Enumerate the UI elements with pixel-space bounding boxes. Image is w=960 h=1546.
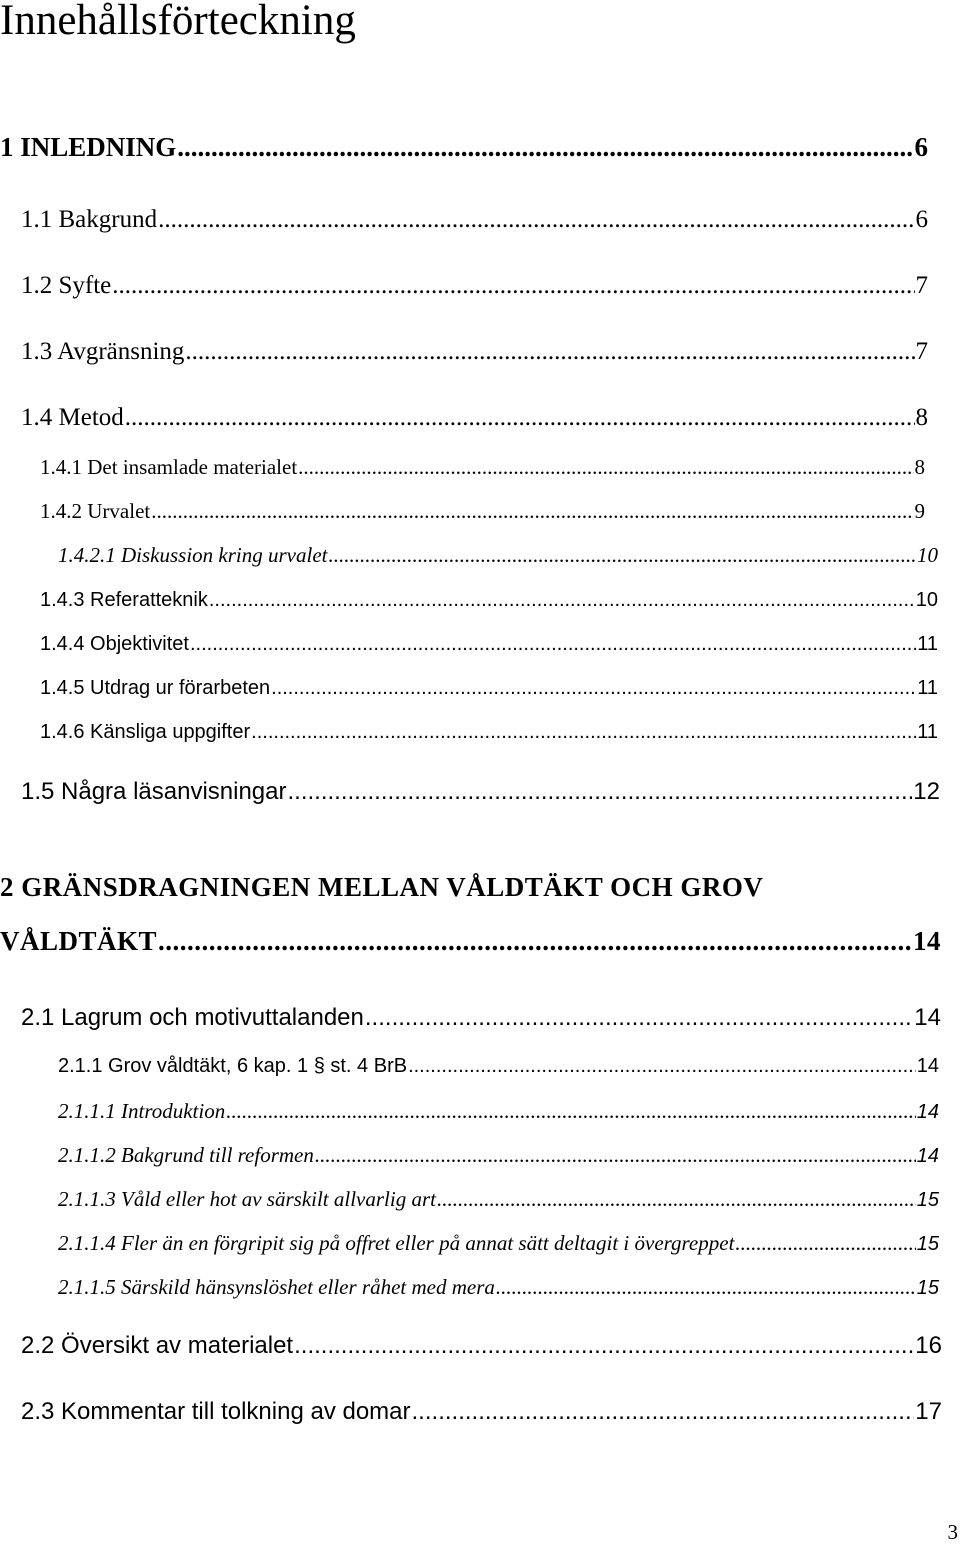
toc-entry-label: 2.1.1.5 Särskild hänsynslöshet eller råhet med mera [58, 1275, 495, 1299]
toc-entry-2-3[interactable] [21, 1398, 942, 1426]
toc-entry-label: 1.5 Några läsanvisningar [21, 778, 287, 805]
toc-page-number: 14 [913, 926, 941, 956]
toc-entry-2-1-1-4[interactable] [58, 1231, 939, 1256]
toc-leader-dots [408, 1055, 916, 1078]
toc-page-number: 8 [915, 404, 928, 431]
toc-entry-label: 2.1 Lagrum och motivuttalanden [21, 1004, 364, 1031]
toc-leader-dots [251, 721, 916, 744]
toc-page-number: 6 [915, 206, 928, 233]
toc-entry-chapter-2[interactable] [0, 926, 941, 957]
toc-page-number: 14 [914, 1004, 941, 1031]
toc-entry-label: 1.1 Bakgrund [21, 206, 158, 233]
toc-entry-2-1-1-2[interactable] [58, 1143, 939, 1168]
toc-page-number: 11 [917, 633, 938, 655]
toc-entry-label: VÅLDTÄKT [0, 926, 158, 956]
toc-entry-chapter-2-line1[interactable]: 2 GRÄNSDRAGNINGEN MELLAN VÅLDTÄKT OCH GROV [0, 872, 764, 902]
toc-entry-1-1[interactable] [21, 206, 928, 234]
toc-entry-label: 1.3 Avgränsning [21, 338, 185, 365]
toc-leader-dots [151, 499, 913, 524]
toc-entry-2-2[interactable] [21, 1332, 942, 1360]
toc-leader-dots [437, 1187, 916, 1212]
toc-entry-label: 2.1.1 Grov våldtäkt, 6 kap. 1 § st. 4 BrB [58, 1055, 408, 1077]
toc-leader-dots [315, 1143, 916, 1168]
toc-entry-1-3[interactable] [21, 338, 928, 366]
toc-leader-dots [177, 132, 913, 163]
toc-page-number: 14 [916, 1145, 939, 1167]
toc-entry-label: 1.4.6 Känsliga uppgifter [40, 721, 251, 743]
toc-entry-label: 2.1.1.1 Introduktion [58, 1099, 226, 1123]
toc-leader-dots [294, 1332, 914, 1360]
toc-leader-dots [365, 1004, 913, 1032]
toc-entry-1-4-5[interactable] [40, 677, 938, 700]
toc-entry-label: 2.1.1.4 Fler än en förgripit sig på offret eller på annat sätt deltagit i övergreppet [58, 1231, 735, 1255]
toc-entry-label: 2.1.1.3 Våld eller hot av särskilt allvarlig art [58, 1187, 436, 1211]
toc-page-number: 15 [916, 1233, 939, 1255]
toc-entry-label: 1.4.2.1 Diskussion kring urvalet [58, 543, 328, 567]
toc-entry-1-4[interactable] [21, 404, 928, 432]
toc-entry-label: 2.1.1.2 Bakgrund till reformen [58, 1143, 314, 1167]
toc-leader-dots [190, 633, 916, 656]
toc-page-number: 14 [916, 1055, 939, 1077]
toc-page-number: 10 [915, 589, 938, 611]
toc-entry-label: 1.4.3 Referatteknik [40, 589, 208, 611]
toc-entry-1-4-1[interactable] [40, 455, 925, 480]
toc-page-number: 11 [917, 721, 938, 743]
toc-leader-dots [112, 272, 914, 300]
toc-entry-label: 1.4.1 Det insamlade materialet [40, 455, 298, 479]
toc-page-number: 11 [917, 677, 938, 699]
toc-page-number: 10 [917, 543, 938, 567]
toc-entry-1-4-2[interactable] [40, 499, 925, 524]
toc-entry-1-5[interactable] [21, 778, 940, 806]
toc-entry-2-1[interactable] [21, 1004, 941, 1032]
toc-entry-1-4-6[interactable] [40, 721, 938, 744]
toc-entry-chapter-1[interactable] [0, 132, 928, 163]
toc-leader-dots [735, 1231, 915, 1256]
toc-page-number: 15 [916, 1277, 939, 1299]
toc-entry-1-4-4[interactable] [40, 633, 938, 656]
toc-entry-label: 1.4.2 Urvalet [40, 499, 151, 523]
toc-entry-label: 2.3 Kommentar till tolkning av domar [21, 1398, 411, 1425]
toc-entry-label: 1 INLEDNING [0, 132, 177, 162]
toc-leader-dots [158, 926, 912, 957]
toc-page-number: 17 [915, 1398, 942, 1425]
toc-entry-1-2[interactable] [21, 272, 928, 300]
page-number: 3 [947, 1520, 958, 1544]
toc-entry-2-1-1-1[interactable] [58, 1099, 939, 1124]
toc-leader-dots [328, 543, 916, 568]
toc-leader-dots [412, 1398, 915, 1426]
toc-entry-label: 1.4 Metod [21, 404, 124, 431]
toc-page-number: 15 [916, 1189, 939, 1211]
toc-leader-dots [125, 404, 915, 432]
toc-entry-label: 1.2 Syfte [21, 272, 112, 299]
toc-entry-label: 2.2 Översikt av materialet [21, 1332, 294, 1359]
toc-entry-1-4-2-1[interactable] [58, 543, 938, 568]
toc-page-number: 8 [914, 455, 925, 479]
toc-leader-dots [298, 455, 913, 480]
toc-entry-2-1-1[interactable] [58, 1055, 939, 1078]
toc-entry-2-1-1-3[interactable] [58, 1187, 939, 1212]
toc-page-number: 16 [915, 1332, 942, 1359]
toc-leader-dots [271, 677, 916, 700]
toc-leader-dots [496, 1275, 916, 1300]
toc-leader-dots [185, 338, 914, 366]
toc-page-number: 7 [915, 272, 928, 299]
toc-page-number: 14 [916, 1101, 939, 1123]
toc-page-number: 6 [914, 132, 928, 162]
toc-page-number: 7 [915, 338, 928, 365]
toc-page-number: 9 [914, 499, 925, 523]
toc-leader-dots [226, 1099, 916, 1124]
toc-entry-2-1-1-5[interactable] [58, 1275, 939, 1300]
toc-entry-1-4-3[interactable] [40, 589, 938, 612]
toc-entry-label: 1.4.4 Objektivitet [40, 633, 189, 655]
toc-page-number: 12 [913, 778, 940, 805]
toc-leader-dots [209, 589, 915, 612]
toc-entry-label: 1.4.5 Utdrag ur förarbeten [40, 677, 271, 699]
toc-leader-dots [288, 778, 913, 806]
toc-leader-dots [158, 206, 914, 234]
page-title: Innehållsförteckning [0, 0, 356, 44]
